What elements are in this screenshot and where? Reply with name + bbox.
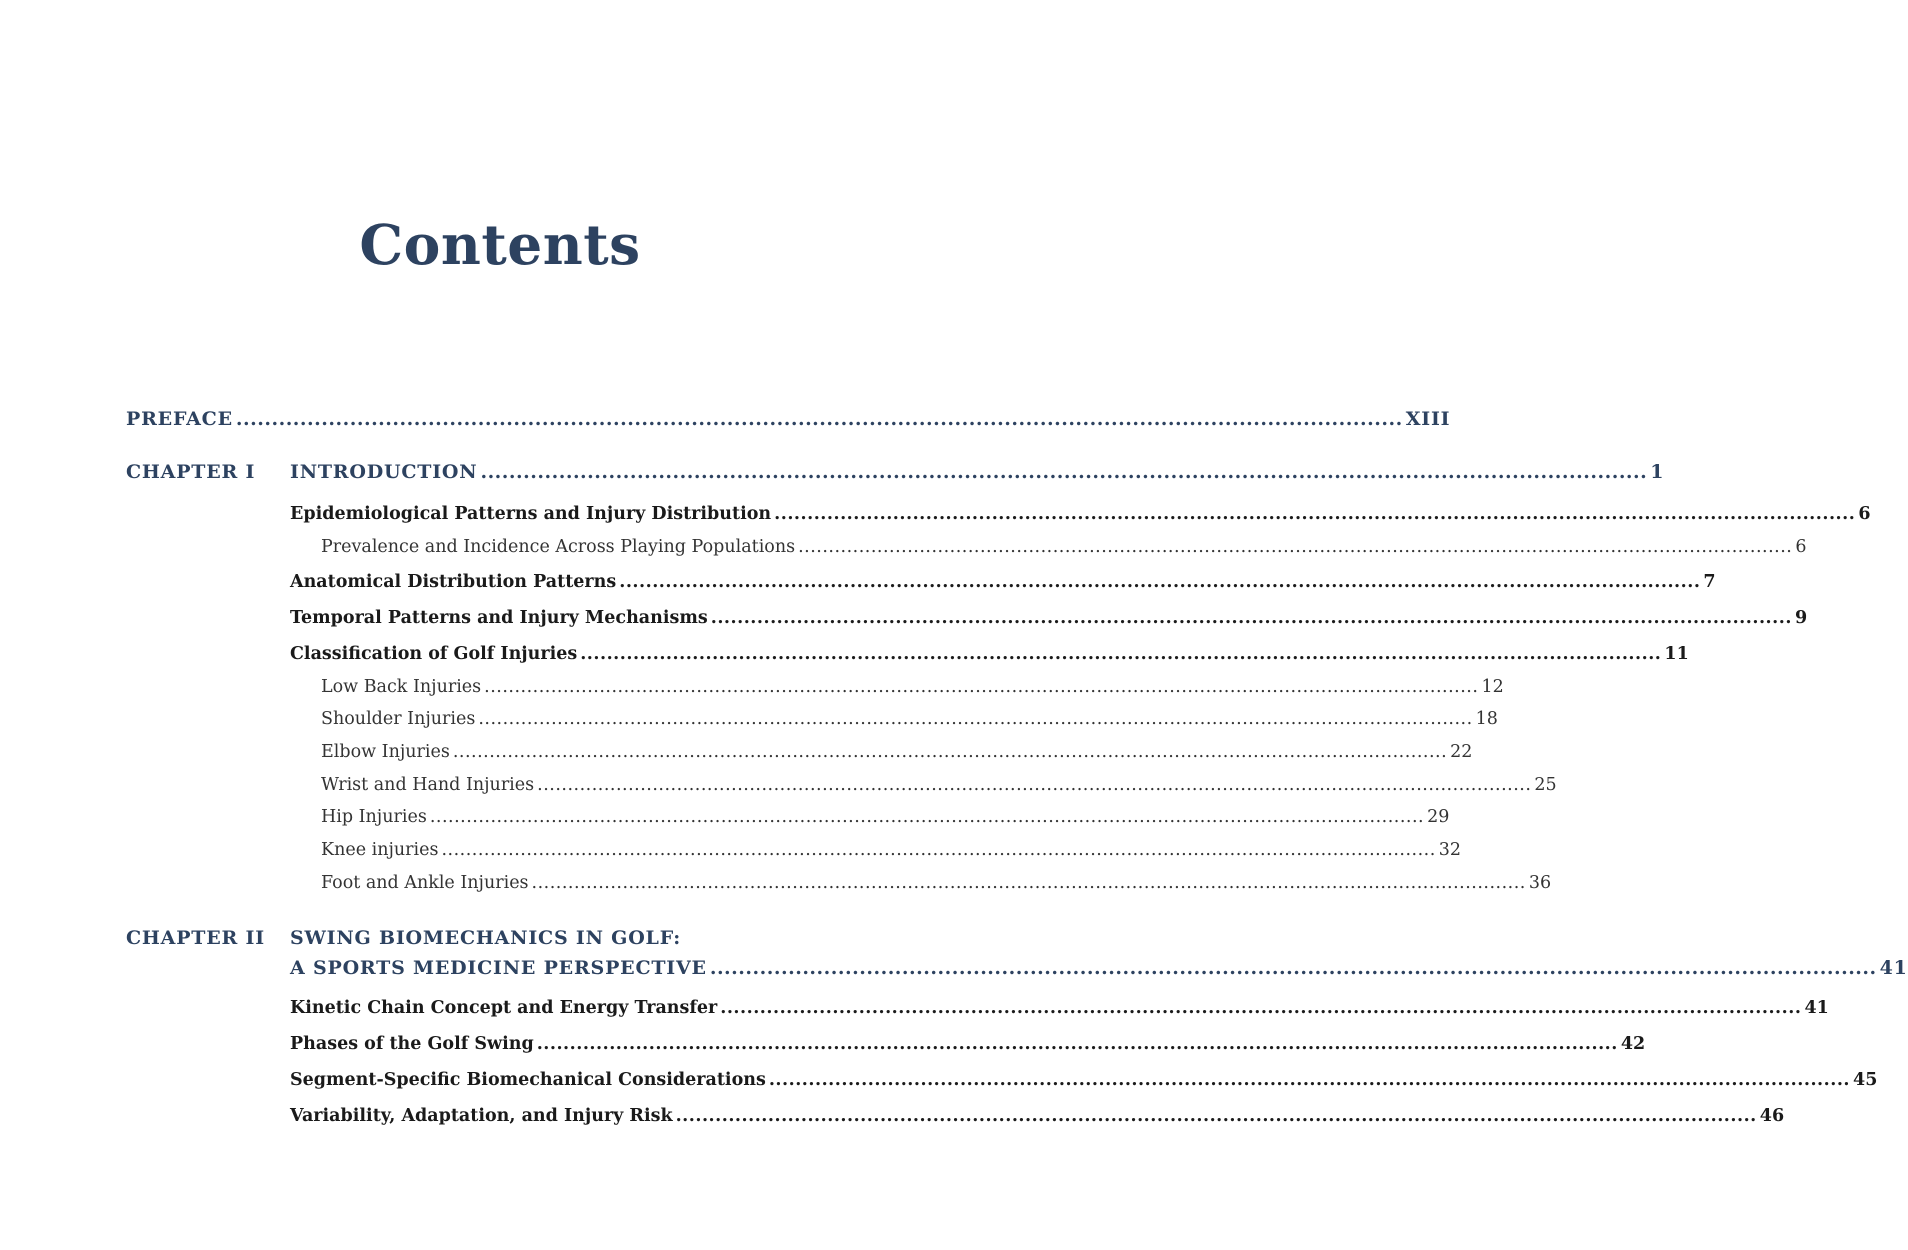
toc-subsection[interactable] xyxy=(321,537,1807,557)
toc-entry-title: Wrist and Hand Injuries xyxy=(321,775,535,795)
toc-entry-preface[interactable] xyxy=(126,408,1451,430)
toc-section[interactable] xyxy=(290,1070,1878,1090)
dot-leader: .................................................................................................................................................................... xyxy=(484,677,1479,697)
toc-subsection[interactable] xyxy=(321,775,1557,795)
toc-section[interactable] xyxy=(290,504,1871,524)
toc-subsection[interactable] xyxy=(321,840,1462,860)
dot-leader: .................................................................................................................................................................... xyxy=(429,807,1425,827)
toc-entry-title: Phases of the Golf Swing xyxy=(290,1034,534,1054)
toc-entry-title: Kinetic Chain Concept and Energy Transfer xyxy=(290,998,718,1018)
dot-leader: .................................................................................................................................................................... xyxy=(709,957,1877,979)
toc-entry-title: Elbow Injuries xyxy=(321,742,450,762)
toc-section[interactable] xyxy=(290,644,1689,664)
toc-entry-page: 6 xyxy=(1858,504,1871,524)
toc-chapter-title[interactable] xyxy=(290,957,1908,979)
chapter-label: CHAPTER I xyxy=(126,461,256,483)
toc-entry-page: 22 xyxy=(1450,742,1473,762)
toc-entry-page: 7 xyxy=(1703,572,1716,592)
toc-entry-title: Classification of Golf Injuries xyxy=(290,644,578,664)
dot-leader: .................................................................................................................................................................... xyxy=(531,873,1526,893)
toc-subsection[interactable] xyxy=(321,742,1473,762)
dot-leader: .................................................................................................................................................................... xyxy=(235,408,1403,430)
toc-subsection[interactable] xyxy=(321,677,1504,697)
toc-section[interactable] xyxy=(290,1034,1646,1054)
page-title: Contents xyxy=(359,212,641,277)
dot-leader: .................................................................................................................................................................... xyxy=(774,504,1856,524)
toc-entry-title: Anatomical Distribution Patterns xyxy=(290,572,617,592)
toc-entry-title: PREFACE xyxy=(126,408,233,430)
toc-entry-title: INTRODUCTION xyxy=(290,461,478,483)
toc-entry-title: Segment-Specific Biomechanical Considerations xyxy=(290,1070,766,1090)
toc-entry-page: 46 xyxy=(1759,1106,1785,1126)
toc-section[interactable] xyxy=(290,608,1808,628)
toc-entry-title: Variability, Adaptation, and Injury Risk xyxy=(290,1106,673,1126)
toc-entry-title: Low Back Injuries xyxy=(321,677,482,697)
dot-leader: .................................................................................................................................................................... xyxy=(798,537,1793,557)
dot-leader: .................................................................................................................................................................... xyxy=(619,572,1701,592)
toc-section[interactable] xyxy=(290,1106,1785,1126)
toc-subsection[interactable] xyxy=(321,873,1552,893)
toc-section[interactable] xyxy=(290,998,1829,1018)
dot-leader: .................................................................................................................................................................... xyxy=(536,1034,1618,1054)
toc-entry-page: 25 xyxy=(1534,775,1557,795)
toc-section[interactable] xyxy=(290,572,1716,592)
toc-entry-page: 41 xyxy=(1804,998,1829,1018)
toc-entry-title: A SPORTS MEDICINE PERSPECTIVE xyxy=(290,957,707,979)
toc-entry-page: 41 xyxy=(1879,957,1908,979)
dot-leader: .................................................................................................................................................................... xyxy=(441,840,1436,860)
toc-entry-title: Foot and Ankle Injuries xyxy=(321,873,529,893)
toc-subsection[interactable] xyxy=(321,807,1450,827)
toc-entry-page: 36 xyxy=(1528,873,1552,893)
dot-leader: .................................................................................................................................................................... xyxy=(710,608,1792,628)
dot-leader: .................................................................................................................................................................... xyxy=(675,1106,1757,1126)
dot-leader: .................................................................................................................................................................... xyxy=(478,709,1473,729)
toc-entry-page: XIII xyxy=(1405,408,1451,430)
toc-entry-page: 12 xyxy=(1481,677,1504,697)
toc-entry-title: Prevalence and Incidence Across Playing Populations xyxy=(321,537,796,557)
toc-entry-page: 6 xyxy=(1795,537,1807,557)
dot-leader: .................................................................................................................................................................... xyxy=(580,644,1662,664)
dot-leader: .................................................................................................................................................................... xyxy=(768,1070,1851,1090)
toc-chapter-title-line1[interactable]: SWING BIOMECHANICS IN GOLF: xyxy=(290,927,682,949)
toc-entry-title: Shoulder Injuries xyxy=(321,709,476,729)
dot-leader: .................................................................................................................................................................... xyxy=(720,998,1802,1018)
toc-entry-page: 9 xyxy=(1794,608,1808,628)
toc-entry-page: 1 xyxy=(1650,461,1665,483)
toc-entry-page: 18 xyxy=(1475,709,1498,729)
toc-entry-page: 32 xyxy=(1438,840,1462,860)
toc-entry-title: Hip Injuries xyxy=(321,807,427,827)
toc-entry-title: Knee injuries xyxy=(321,840,439,860)
dot-leader: .................................................................................................................................................................... xyxy=(452,742,1448,762)
chapter-label: CHAPTER II xyxy=(126,927,265,949)
toc-entry-page: 45 xyxy=(1853,1070,1878,1090)
toc-entry-title: Epidemiological Patterns and Injury Distribution xyxy=(290,504,772,524)
toc-chapter-title[interactable] xyxy=(290,461,1665,483)
toc-subsection[interactable] xyxy=(321,709,1498,729)
toc-entry-page: 11 xyxy=(1664,644,1689,664)
toc-entry-page: 42 xyxy=(1620,1034,1646,1054)
dot-leader: .................................................................................................................................................................... xyxy=(537,775,1532,795)
dot-leader: .................................................................................................................................................................... xyxy=(480,461,1648,483)
toc-entry-title: Temporal Patterns and Injury Mechanisms xyxy=(290,608,708,628)
toc-entry-page: 29 xyxy=(1427,807,1450,827)
